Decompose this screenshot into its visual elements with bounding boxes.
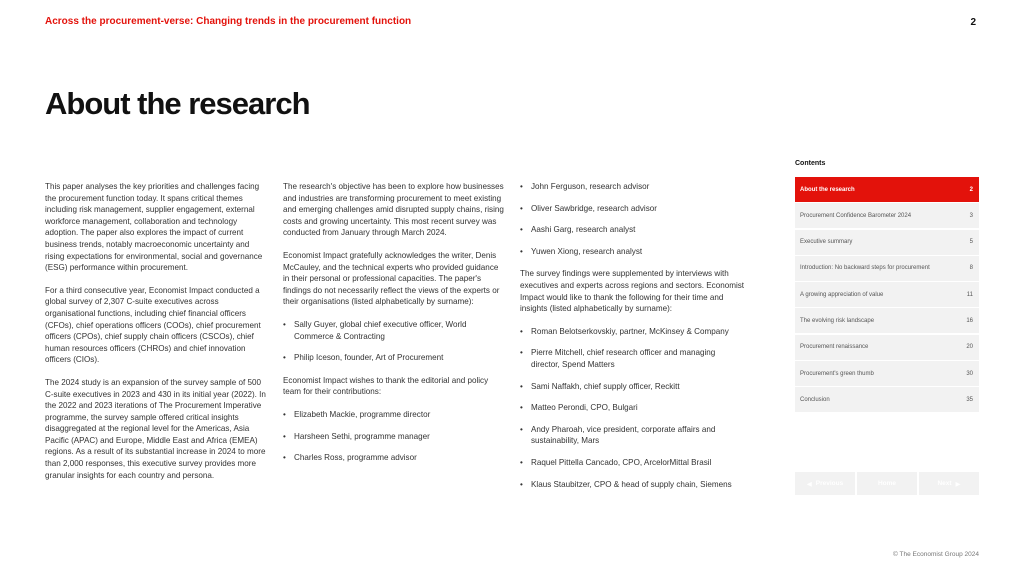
list-item: • Sami Naffakh, chief supply officer, Reckitt	[520, 381, 745, 393]
list-item: • Yuwen Xiong, research analyst	[520, 246, 745, 258]
toc-item-page: 16	[966, 317, 973, 324]
interviewee-list	[520, 326, 745, 490]
list-item: • Andy Pharoah, vice president, corporate affairs and sustainability, Mars	[520, 424, 745, 447]
toc-item-procurement-confidence-barometer[interactable]	[795, 203, 979, 228]
page-title: About the research	[45, 86, 310, 121]
toc-item-growing-appreciation-of-value[interactable]	[795, 282, 979, 307]
toc-item-introduction[interactable]	[795, 256, 979, 281]
toc-item-page: 20	[966, 344, 973, 351]
toc-item-page: 30	[966, 370, 973, 377]
table-of-contents	[795, 177, 979, 414]
toc-item-title: Procurement renaissance	[800, 344, 869, 351]
toc-item-executive-summary[interactable]	[795, 230, 979, 255]
list-item: • Harsheen Sethi, programme manager	[283, 431, 505, 443]
toc-item-title: Executive summary	[800, 239, 853, 246]
toc-item-title: Procurement Confidence Barometer 2024	[800, 212, 912, 219]
text-column-3	[520, 181, 745, 501]
toc-item-title: Procurement's green thumb	[800, 370, 874, 377]
toc-item-procurements-green-thumb[interactable]	[795, 361, 979, 386]
list-item: • Roman Belotserkovskiy, partner, McKinsey & Company	[520, 326, 745, 338]
next-button[interactable]	[919, 472, 979, 495]
team-list	[283, 409, 505, 464]
toc-item-page: 8	[969, 265, 973, 272]
toc-item-page: 11	[966, 291, 973, 298]
copyright-footer: © The Economist Group 2024	[893, 551, 979, 558]
paragraph: Economist Impact gratefully acknowledges the writer, Denis McCauley, and the technical experts who provided guidance in their personal or professional capacities. The paper's findings do not necessarily reflect the views of the experts or their organisations (listed alphabetically by surname):	[283, 250, 500, 307]
paragraph: This paper analyses the key priorities and challenges facing the procurement function today. It spans critical themes including risk management, supplier engagement, external workforce management, collaboration and technology adoption. The paper also explores the impact of current business trends, notably macroeconomic uncertainty and rising expectations for environmental, social and governance (ESG) performance within procurement.	[45, 182, 263, 273]
list-item: • Pierre Mitchell, chief research officer and managing director, Spend Matters	[520, 347, 745, 370]
home-label: Home	[877, 480, 897, 487]
page-number: 2	[970, 17, 976, 28]
paragraph: For a third consecutive year, Economist Impact conducted a global survey of 2,307 C-suite executives across organisational functions, including chief financial officers (CFOs), chief operations officers (COOs), chief procurement officers (CPOs), chief supply chain officers (CSCOs), chief human resources officers (CHROs) and chief innovation officers (CIOs).	[45, 285, 261, 365]
home-button[interactable]	[857, 472, 917, 495]
toc-item-title: A growing appreciation of value	[800, 291, 884, 298]
list-item: • Elizabeth Mackie, programme director	[283, 409, 505, 421]
paragraph: The research's objective has been to explore how businesses and industries are transforming procurement to meet existing and emerging challenges amid disrupted supply chains, rising costs and growing uncertainty. This most recent survey was conducted from January through March 2024.	[283, 182, 504, 238]
list-item: • Raquel Pittella Cancado, CPO, ArcelorMittal Brasil	[520, 457, 745, 469]
toc-item-about-the-research[interactable]	[795, 177, 979, 202]
chevron-right-icon: ▶	[955, 480, 961, 488]
contents-heading: Contents	[795, 160, 826, 167]
toc-item-procurement-renaissance[interactable]	[795, 335, 979, 360]
list-item: • Oliver Sawbridge, research advisor	[520, 203, 745, 215]
text-column-1	[45, 181, 270, 492]
chevron-left-icon: ◀	[806, 480, 812, 488]
toc-item-page: 5	[969, 239, 973, 246]
next-label: Next	[937, 480, 952, 487]
document-header-title: Across the procurement-verse: Changing trends in the procurement function	[45, 16, 412, 27]
paragraph: The survey findings were supplemented by interviews with executives and experts across regions and sectors. Economist Impact would like to thank the following for their time and insights (listed alphabetically by surname):	[520, 269, 745, 314]
toc-item-conclusion[interactable]	[795, 387, 979, 412]
list-item: • Aashi Garg, research analyst	[520, 224, 745, 236]
toc-item-title: Introduction: No backward steps for procurement	[800, 265, 930, 272]
list-item: • Charles Ross, programme advisor	[283, 452, 505, 464]
paragraph: Economist Impact wishes to thank the editorial and policy team for their contributions:	[283, 375, 489, 397]
previous-button[interactable]	[795, 472, 855, 495]
previous-label: Previous	[815, 480, 844, 487]
list-item: • Matteo Perondi, CPO, Bulgari	[520, 402, 745, 414]
toc-item-page: 2	[969, 186, 973, 193]
team-list-continued	[520, 181, 745, 257]
text-column-2	[283, 181, 505, 475]
toc-item-title: Conclusion	[800, 396, 830, 403]
list-item: • Philip Iceson, founder, Art of Procurement	[283, 352, 505, 364]
list-item: • Klaus Staubitzer, CPO & head of supply chain, Siemens	[520, 479, 745, 491]
toc-item-evolving-risk-landscape[interactable]	[795, 308, 979, 333]
page-navigation	[795, 472, 979, 495]
list-item: • John Ferguson, research advisor	[520, 181, 745, 193]
toc-item-title: About the research	[800, 186, 855, 193]
expert-list	[283, 319, 505, 364]
paragraph: The 2024 study is an expansion of the survey sample of 500 C-suite executives in 2023 and 430 in its initial year (2022). In the 2022 and 2023 iterations of The Procurement Imperative programme, the survey sample offered critical insights disaggregated at the regional level for the Americas, Asia Pacific (APAC) and Europe, Middle East and Africa (EMEA) regions. As a result of its substantial increase in 2024 to more than 2,000 responses, this executive survey provides more granular insights for each country and persona.	[45, 377, 266, 480]
toc-item-page: 3	[969, 212, 973, 219]
toc-item-title: The evolving risk landscape	[800, 317, 875, 324]
toc-item-page: 35	[966, 396, 973, 403]
list-item: • Sally Guyer, global chief executive officer, World Commerce & Contracting	[283, 319, 505, 342]
